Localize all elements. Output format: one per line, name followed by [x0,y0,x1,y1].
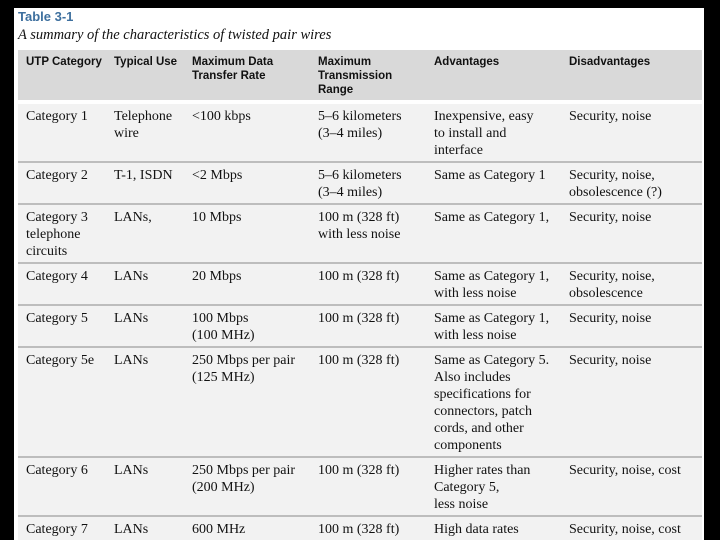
header-typical-use: Typical Use [106,50,184,100]
cell-category: Category 7 [18,516,106,540]
header-max-transfer-rate: Maximum Data Transfer Rate [184,50,310,100]
cell-typical-use: LANs, [106,204,184,263]
cell-category: Category 5e [18,347,106,457]
table-row [18,162,702,204]
table-row [18,104,702,162]
cell-transfer-rate: 20 Mbps [184,263,310,305]
cell-transfer-rate: 10 Mbps [184,204,310,263]
cell-advantages: Same as Category 1, with less noise [426,263,561,305]
cell-disadvantages: Security, noise, obsolescence [561,263,702,305]
cell-category: Category 1 [18,104,106,162]
cell-advantages: Inexpensive, easy to install and interface [426,104,561,162]
cell-advantages: Higher rates than Category 5, less noise [426,457,561,516]
header-advantages: Advantages [426,50,561,100]
cell-category: Category 3 telephone circuits [18,204,106,263]
table-row [18,305,702,347]
cell-disadvantages: Security, noise [561,204,702,263]
cell-advantages: Same as Category 1 [426,162,561,204]
cell-disadvantages: Security, noise [561,104,702,162]
cell-range: 100 m (328 ft) [310,347,426,457]
header-row [18,50,702,100]
cell-range: 5–6 kilometers (3–4 miles) [310,104,426,162]
table-row [18,516,702,540]
table-row [18,263,702,305]
cell-typical-use: T-1, ISDN [106,162,184,204]
table-title: A summary of the characteristics of twisted pair wires [18,27,332,43]
cell-range: 100 m (328 ft) [310,305,426,347]
cell-range: 5–6 kilometers (3–4 miles) [310,162,426,204]
cell-range: 100 m (328 ft) [310,516,426,540]
cell-typical-use: LANs [106,305,184,347]
cell-typical-use: LANs [106,516,184,540]
cell-transfer-rate: 600 MHz [184,516,310,540]
cell-category: Category 2 [18,162,106,204]
cell-category: Category 5 [18,305,106,347]
cell-advantages: Same as Category 5. Also includes specifications for connectors, patch cords, and other components [426,347,561,457]
table-label: Table 3-1 [18,9,74,24]
twisted-pair-table [18,50,702,540]
table-row [18,457,702,516]
header-max-range: Maximum Transmission Range [310,50,426,100]
cell-transfer-rate: 250 Mbps per pair (125 MHz) [184,347,310,457]
cell-range: 100 m (328 ft) [310,263,426,305]
cell-category: Category 6 [18,457,106,516]
cell-disadvantages: Security, noise [561,305,702,347]
cell-typical-use: LANs [106,263,184,305]
cell-advantages: High data rates [426,516,561,540]
header-disadvantages: Disadvantages [561,50,702,100]
cell-transfer-rate: <2 Mbps [184,162,310,204]
cell-typical-use: LANs [106,347,184,457]
table-row [18,347,702,457]
cell-typical-use: Telephone wire [106,104,184,162]
cell-advantages: Same as Category 1, [426,204,561,263]
cell-range: 100 m (328 ft) [310,457,426,516]
cell-category: Category 4 [18,263,106,305]
cell-advantages: Same as Category 1, with less noise [426,305,561,347]
cell-disadvantages: Security, noise, cost [561,457,702,516]
cell-disadvantages: Security, noise, obsolescence (?) [561,162,702,204]
header-utp-category: UTP Category [18,50,106,100]
cell-range: 100 m (328 ft) with less noise [310,204,426,263]
cell-transfer-rate: <100 kbps [184,104,310,162]
cell-disadvantages: Security, noise [561,347,702,457]
cell-typical-use: LANs [106,457,184,516]
table-row [18,204,702,263]
document-page [14,8,704,540]
cell-transfer-rate: 100 Mbps (100 MHz) [184,305,310,347]
cell-transfer-rate: 250 Mbps per pair (200 MHz) [184,457,310,516]
cell-disadvantages: Security, noise, cost [561,516,702,540]
